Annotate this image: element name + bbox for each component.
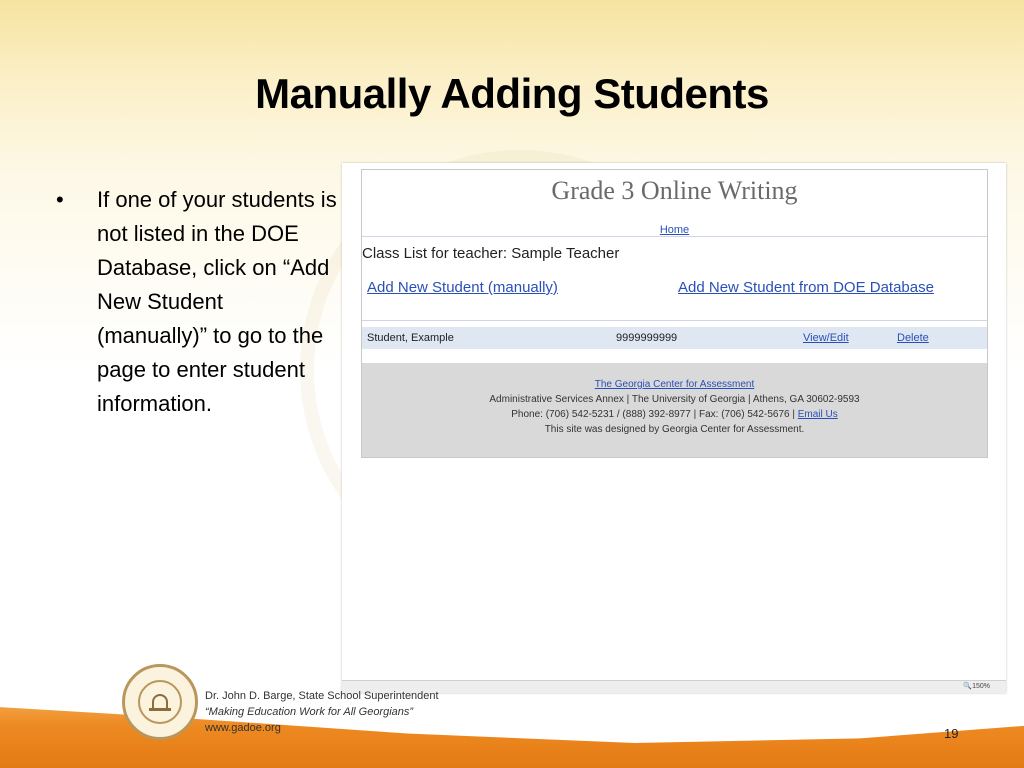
delete-link[interactable]: Delete — [897, 332, 929, 344]
add-student-from-db-link[interactable]: Add New Student from DOE Database — [678, 279, 934, 296]
student-name: Student, Example — [367, 332, 454, 344]
footer-address: Administrative Services Annex | The University of Georgia | Athens, GA 30602-9593 — [489, 394, 860, 405]
motto: “Making Education Work for All Georgians” — [205, 706, 414, 718]
website-url: www.gadoe.org — [205, 722, 281, 734]
class-list-heading: Class List for teacher: Sample Teacher — [362, 245, 620, 262]
footer-phone: Phone: (706) 542-5231 / (888) 392-8977 | Fax: (706) 542-5676 | — [511, 409, 795, 420]
page-footer — [362, 363, 987, 457]
slide-title: Manually Adding Students — [255, 70, 769, 117]
add-student-manually-link[interactable]: Add New Student (manually) — [367, 279, 558, 296]
superintendent-name: Dr. John D. Barge, State School Superintendent — [205, 690, 439, 702]
seal-base — [149, 708, 171, 711]
org-link[interactable]: The Georgia Center for Assessment — [594, 379, 755, 390]
divider — [362, 320, 987, 321]
footer-org-line — [362, 377, 987, 392]
page-number: 19 — [944, 726, 959, 741]
app-window — [361, 169, 988, 458]
seal-inner-ring — [138, 680, 182, 724]
table-row — [362, 327, 987, 349]
georgia-doe-seal-icon — [122, 664, 198, 740]
divider — [362, 236, 987, 237]
footer-credit: This site was designed by Georgia Center for Assessment. — [544, 424, 805, 435]
email-link[interactable]: Email Us — [797, 409, 838, 420]
student-id: 9999999999 — [616, 332, 678, 344]
zoom-level[interactable]: 🔍150% — [963, 683, 990, 690]
view-edit-link[interactable]: View/Edit — [803, 332, 849, 344]
bullet-text: If one of your students is not listed in the DOE Database, click on “Add New Student (manually)” to go to the page to enter student information. — [97, 187, 337, 416]
screenshot-panel — [342, 163, 1006, 693]
agency-info — [205, 688, 505, 736]
seal-arch — [152, 694, 168, 708]
bullet-dot-icon: • — [56, 187, 64, 212]
home-link[interactable]: Home — [659, 224, 690, 236]
app-title: Grade 3 Online Writing — [551, 176, 798, 205]
footer-contact-line — [362, 407, 987, 422]
